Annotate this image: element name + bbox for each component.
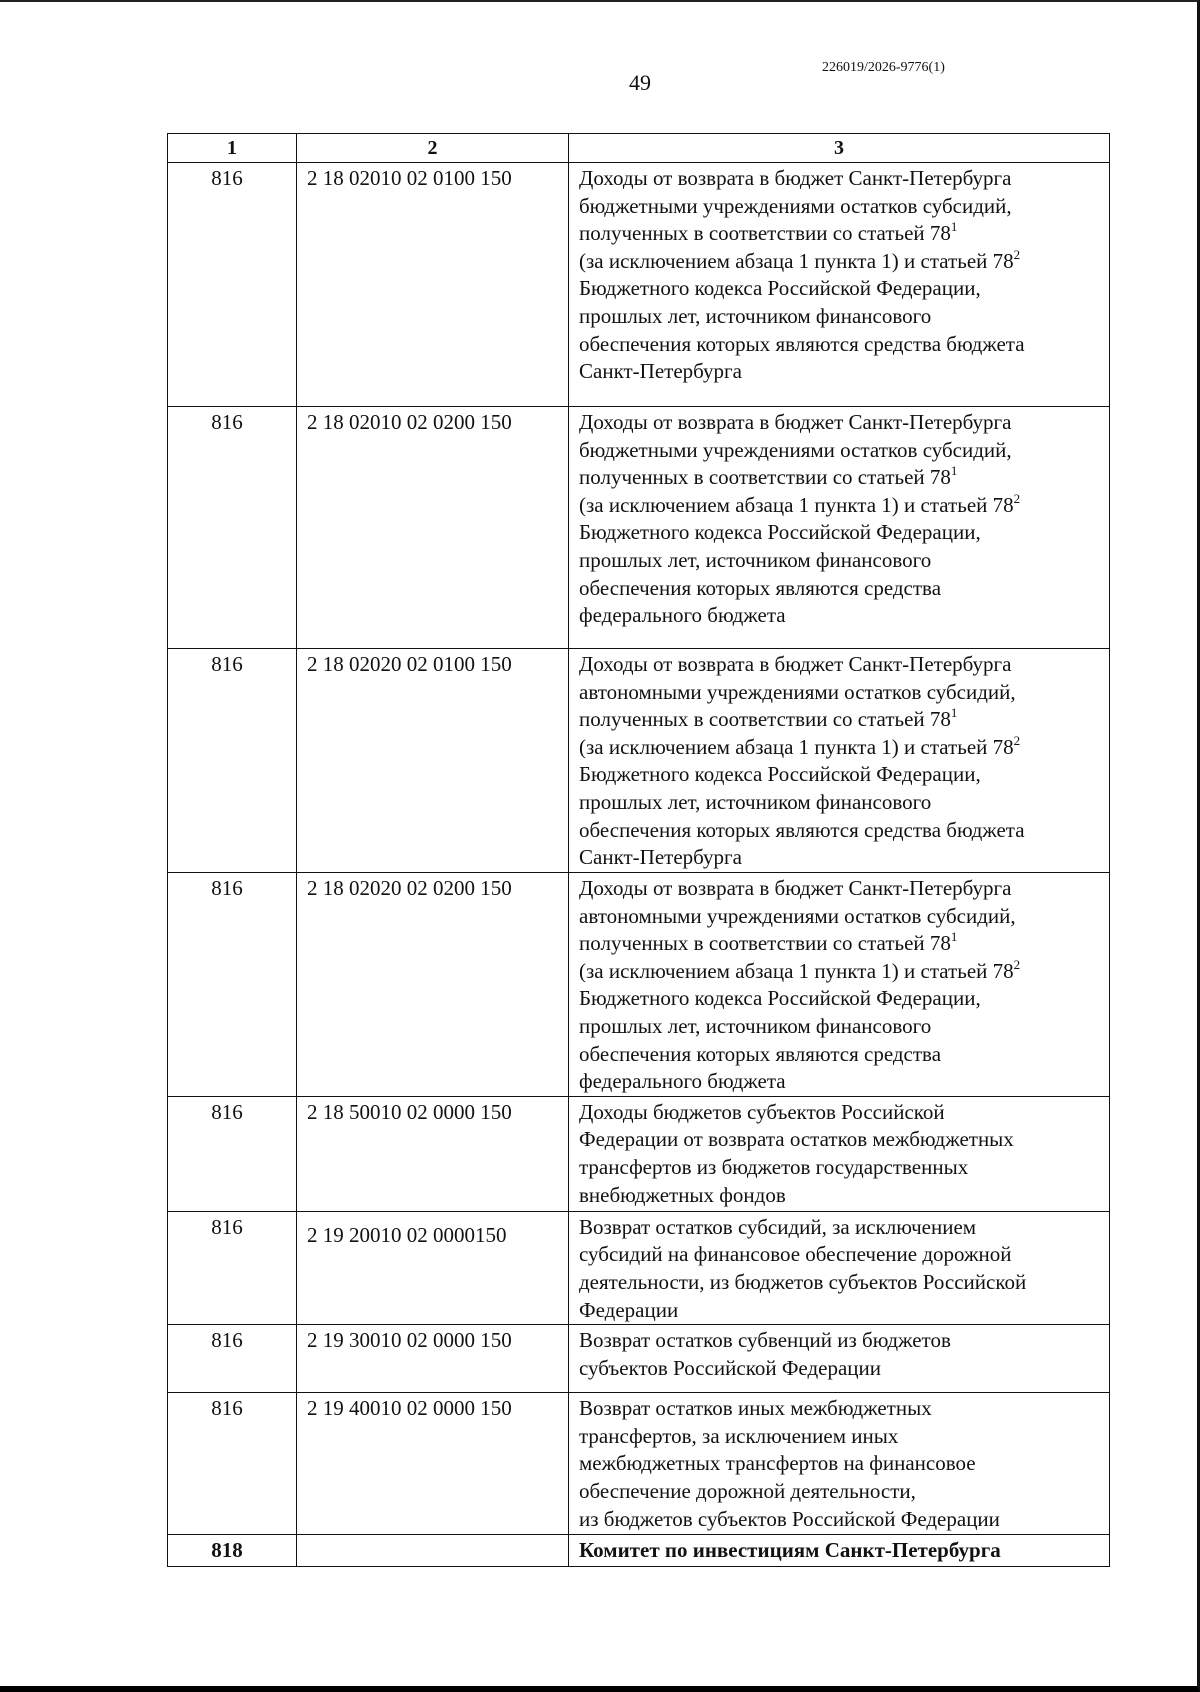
description-line: межбюджетных трансфертов на финансовое [579, 1451, 976, 1476]
description-line: субъектов Российской Федерации [579, 1355, 882, 1380]
description-line: Бюджетного кодекса Российской Федерации, [579, 520, 981, 545]
description-line: (за исключением абзаца 1 пункта 1) и статьей $78^2$ [579, 956, 1021, 983]
description-line: из бюджетов субъектов Российской Федерации [579, 1506, 1000, 1531]
admin-code-cell: 816 [168, 1393, 297, 1535]
superscript: 1 [950, 705, 958, 721]
admin-code-cell: 816 [168, 649, 297, 873]
table-row [168, 649, 1110, 873]
table-row [168, 873, 1110, 1097]
table-header-row [168, 134, 1110, 163]
table-row [168, 1325, 1110, 1393]
description-cell [569, 1211, 1110, 1324]
description-line: Бюджетного кодекса Российской Федерации, [579, 762, 981, 787]
description-line: Бюджетного кодекса Российской Федерации, [579, 986, 981, 1011]
description-line: трансфертов из бюджетов государственных [579, 1154, 969, 1179]
description-line: (за исключением абзаца 1 пункта 1) и статьей $78^2$ [579, 246, 1021, 273]
description-line: Возврат остатков субвенций из бюджетов [579, 1328, 951, 1353]
description-cell [569, 163, 1110, 407]
description-line: Санкт-Петербурга [579, 359, 742, 384]
description-line: обеспечения которых являются средства [579, 1041, 942, 1066]
description-line: внебюджетных фондов [579, 1182, 786, 1207]
budget-code-cell: 2 18 50010 02 0000 150 [297, 1096, 569, 1211]
description-line: полученных в соответствии со статьей $78^1$ [579, 705, 958, 732]
superscript: 1 [950, 219, 958, 235]
description-cell [569, 407, 1110, 649]
description-cell [569, 649, 1110, 873]
revenue-codes-table [167, 133, 1110, 1567]
budget-code-cell: 2 18 02010 02 0100 150 [297, 163, 569, 407]
table-row [168, 1211, 1110, 1324]
superscript: 2 [1013, 956, 1021, 972]
admin-code-cell: 816 [168, 1096, 297, 1211]
page-number: 49 [629, 70, 651, 95]
description-line: федерального бюджета [579, 603, 786, 628]
description-line: трансфертов, за исключением иных [579, 1423, 899, 1448]
description-line: Федерации от возврата остатков межбюджетных [579, 1127, 1014, 1152]
description-line: обеспечения которых являются средства бюджета [579, 817, 1025, 842]
description-line: полученных в соответствии со статьей $78^1$ [579, 929, 958, 956]
document-id: 226019/2026-9776(1) [822, 60, 945, 75]
table-row [168, 1393, 1110, 1535]
column-header-2: 2 [297, 134, 569, 163]
budget-code-cell: 2 19 30010 02 0000 150 [297, 1325, 569, 1393]
superscript: 2 [1013, 732, 1021, 748]
description-line: (за исключением абзаца 1 пункта 1) и статьей $78^2$ [579, 732, 1021, 759]
admin-code-cell: 816 [168, 1325, 297, 1393]
superscript: 1 [950, 929, 958, 945]
description-line: автономными учреждениями остатков субсидий, [579, 679, 1016, 704]
budget-code-cell [297, 1535, 569, 1567]
description-line: бюджетными учреждениями остатков субсидий, [579, 437, 1012, 462]
superscript: 2 [1013, 246, 1021, 262]
description-line: обеспечение дорожной деятельности, [579, 1478, 916, 1503]
description-line: субсидий на финансовое обеспечение дорожной [579, 1242, 1012, 1267]
budget-code-cell [297, 1211, 569, 1324]
budget-code-cell: 2 18 02010 02 0200 150 [297, 407, 569, 649]
description-cell [569, 1325, 1110, 1393]
description-line: Бюджетного кодекса Российской Федерации, [579, 276, 981, 301]
description-line: Федерации [579, 1297, 679, 1322]
description-line: Комитет по инвестициям Санкт-Петербурга [579, 1538, 1001, 1563]
description-cell [569, 873, 1110, 1097]
description-line: обеспечения которых являются средства бюджета [579, 331, 1025, 356]
table-row [168, 163, 1110, 407]
description-line: прошлых лет, источником финансового [579, 789, 932, 814]
table-row [168, 407, 1110, 649]
description-line: бюджетными учреждениями остатков субсидий, [579, 193, 1012, 218]
description-line: Доходы от возврата в бюджет Санкт-Петербурга [579, 410, 1012, 434]
description-line: автономными учреждениями остатков субсидий, [579, 903, 1016, 928]
budget-code-cell: 2 18 02020 02 0200 150 [297, 873, 569, 1097]
description-line: обеспечения которых являются средства [579, 575, 942, 600]
column-header-1: 1 [168, 134, 297, 163]
table-row-section-header [168, 1535, 1110, 1567]
description-cell [569, 1096, 1110, 1211]
superscript: 2 [1013, 490, 1021, 506]
budget-code-cell: 2 18 02020 02 0100 150 [297, 649, 569, 873]
description-line: прошлых лет, источником финансового [579, 547, 932, 572]
description-line: Доходы бюджетов субъектов Российской [579, 1099, 945, 1124]
description-line: полученных в соответствии со статьей $78^1$ [579, 219, 958, 246]
description-line: Доходы от возврата в бюджет Санкт-Петербурга [579, 876, 1012, 900]
admin-code-cell: 816 [168, 407, 297, 649]
column-header-3: 3 [569, 134, 1110, 163]
superscript: 1 [950, 463, 958, 479]
table-row [168, 1096, 1110, 1211]
budget-code-text: 2 19 20010 02 0000150 [307, 1222, 507, 1247]
description-line: Доходы от возврата в бюджет Санкт-Петербурга [579, 166, 1012, 190]
description-line: прошлых лет, источником финансового [579, 303, 932, 328]
description-line: Доходы от возврата в бюджет Санкт-Петербурга [579, 652, 1012, 676]
description-line: полученных в соответствии со статьей $78^1$ [579, 463, 958, 490]
admin-code-cell: 816 [168, 163, 297, 407]
description-line: федерального бюджета [579, 1069, 786, 1094]
description-cell [569, 1535, 1110, 1567]
description-line: Санкт-Петербурга [579, 845, 742, 870]
description-line: прошлых лет, источником финансового [579, 1013, 932, 1038]
description-line: Возврат остатков иных межбюджетных [579, 1396, 932, 1421]
budget-code-cell: 2 19 40010 02 0000 150 [297, 1393, 569, 1535]
description-line: деятельности, из бюджетов субъектов Российской [579, 1269, 1027, 1294]
admin-code-cell: 818 [168, 1535, 297, 1567]
admin-code-cell: 816 [168, 1211, 297, 1324]
description-cell [569, 1393, 1110, 1535]
description-line: (за исключением абзаца 1 пункта 1) и статьей $78^2$ [579, 490, 1021, 517]
admin-code-cell: 816 [168, 873, 297, 1097]
description-line: Возврат остатков субсидий, за исключением [579, 1214, 977, 1239]
